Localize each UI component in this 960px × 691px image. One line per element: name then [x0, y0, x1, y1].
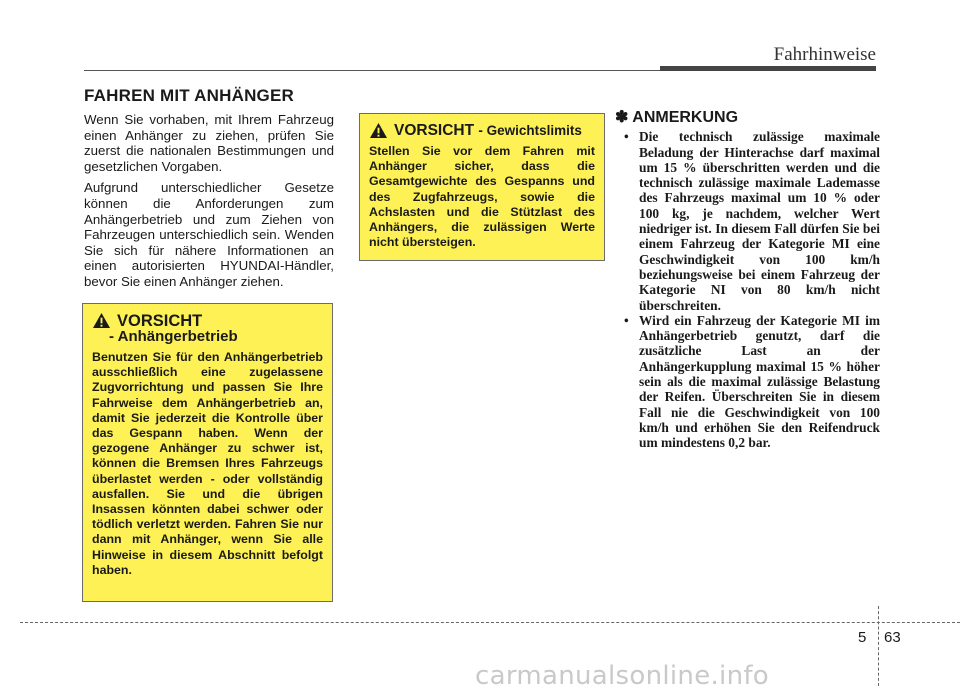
- warning-triangle-icon: [92, 312, 111, 329]
- warning-subtitle: - Gewichtslimits: [478, 123, 582, 138]
- note-list: [615, 129, 880, 450]
- warning-subtitle: - Anhängerbetrieb: [109, 328, 238, 345]
- note-section: [615, 110, 880, 451]
- warning-title: VORSICHT: [394, 122, 475, 139]
- header-rule-accent: [660, 66, 876, 71]
- note-marker-icon: ✽: [615, 109, 629, 126]
- warning-header: [369, 122, 595, 140]
- bullet-icon: •: [624, 312, 629, 328]
- list-item: • Die technisch zulässige maximale Beladung der Hinterachse darf maximal um 15 % überschritten werden und die technisch zulässige maximale Lademasse des Fahrzeugs maximal um 10 % oder 100 kg, je nachdem, welcher Wert niedriger ist. In diesem Fall dürfen Sie bei einem Fahrzeug der Kategorie MI eine Geschwindigkeit von 100 km/h beziehungsweise bei einem Fahrzeug der Kategorie NI von 80 km/h nicht überschreiten.: [624, 129, 880, 313]
- chapter-title: Fahrhinweise: [773, 44, 876, 65]
- list-item: • Wird ein Fahrzeug der Kategorie MI im Anhängerbetrieb genutzt, darf die zusätzliche Last an der Anhängerkupplung maximal 15 % höher sein als die maximal zulässige Belastung der Reifen. Überschreiten Sie in diesem Fall nie die Geschwindigkeit von 100 km/h und erhöhen Sie den Reifendruck um mindestens 0,2 bar.: [624, 312, 880, 451]
- paragraph: Aufgrund unterschiedlicher Gesetze können die Anforderungen zum Anhängerbetrieb und zum Ziehen von Fahrzeugen unterschiedlich sein. Wenden Sie sich für nähere Informationen an einen autorisierten HYUNDAI-Händler, bevor Sie einen Anhänger ziehen.: [84, 180, 334, 289]
- warning-text: Stellen Sie vor dem Fahren mit Anhänger sicher, dass die Gesamtgewichte des Gespanns und des Zugfahrzeugs, sowie die Achslasten und die Stützlast des Anhängers, die zulässigen Werte nicht übersteigen.: [369, 144, 595, 250]
- chapter-number: 5: [858, 629, 867, 646]
- footer-divider: [878, 606, 879, 686]
- watermark: carmanualsonline.info: [475, 661, 770, 691]
- bullet-icon: •: [624, 129, 629, 145]
- body-text: [84, 112, 334, 296]
- warning-box-trailer: [82, 303, 333, 602]
- section-title: FAHREN MIT ANHÄNGER: [84, 86, 294, 105]
- warning-title: VORSICHT: [117, 312, 203, 330]
- footer-rule: [20, 622, 960, 623]
- warning-text: Benutzen Sie für den Anhängerbetrieb ausschließlich eine zugelassene Zugvorrichtung und passen Sie Ihre Fahrweise dem Anhängerbetrieb an, damit Sie jederzeit die Kontrolle über das Gespann haben. Wenn der gezogene Anhänger zu schwer ist, können die Bremsen Ihres Fahrzeugs überlastet werden - oder vollständig ausfallen. Sie und die übrigen Insassen könnten dabei schwer oder tödlich verletzt werden. Fahren Sie nur dann mit Anhänger, wenn Sie alle Hinweise in diesem Abschnitt befolgt haben.: [92, 350, 323, 577]
- warning-box-weight: [359, 113, 605, 261]
- note-title-text: ANMERKUNG: [632, 109, 739, 126]
- warning-triangle-icon: [369, 122, 388, 139]
- paragraph: Wenn Sie vorhaben, mit Ihrem Fahrzeug einen Anhänger zu ziehen, prüfen Sie zuerst die nationalen Bestimmungen und gesetzlichen Vorgaben.: [84, 112, 334, 174]
- header-rule: [84, 70, 660, 71]
- page-number: 63: [884, 629, 901, 646]
- note-title: [615, 110, 880, 125]
